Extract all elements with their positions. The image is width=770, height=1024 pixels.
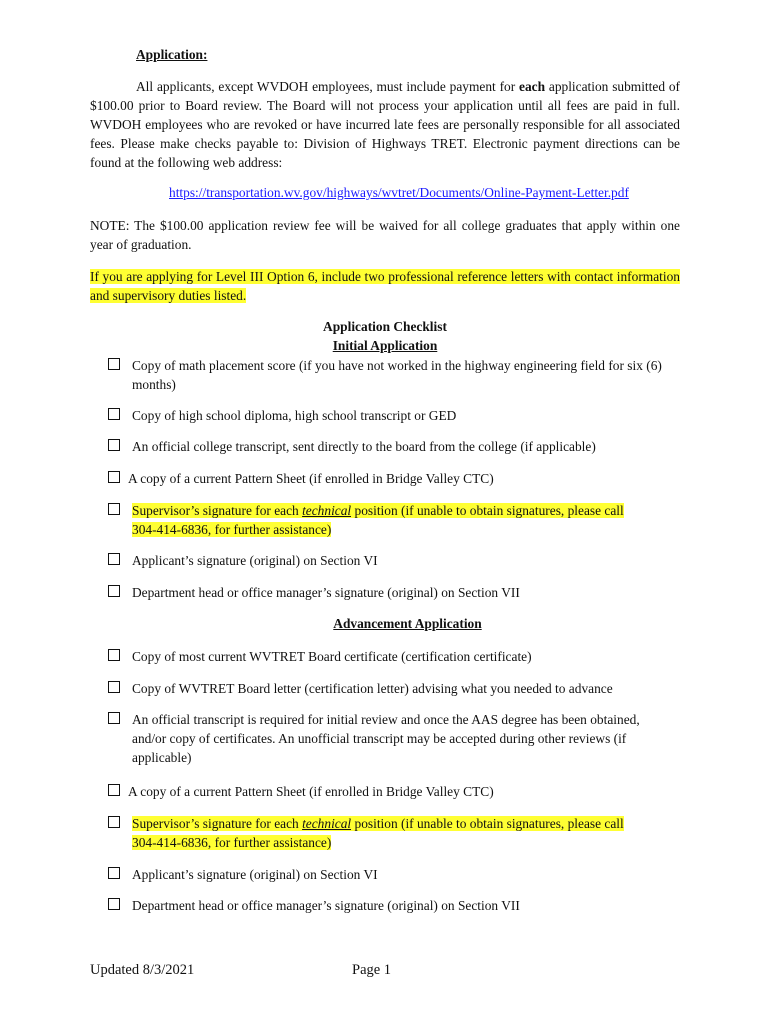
initial-application-heading: Initial Application xyxy=(332,338,438,353)
checkbox[interactable] xyxy=(108,408,120,420)
checklist-item-label: Department head or office manager’s signature (original) on Section VII xyxy=(132,898,520,913)
checkbox[interactable] xyxy=(108,553,120,565)
checklist-item xyxy=(108,469,683,488)
checklist-item-label: Copy of WVTRET Board letter (certification letter) advising what you needed to advance xyxy=(132,681,613,696)
checklist-item-label: A copy of a current Pattern Sheet (if enrolled in Bridge Valley CTC) xyxy=(128,471,494,486)
advancement-application-heading: Advancement Application xyxy=(333,616,482,631)
payment-text-2: application submitted of $100.00 prior to Board review. The Board will not process your application until all fees are paid in full. WVDOH employees who are revoked or have incurred late fees are personally responsible for all associated fees. Please make checks payable to: Division of Highways TRET. Electronic payment directions can be found at the following web address: xyxy=(90,79,680,170)
checklist-item-label: Applicant’s signature (original) on Section VI xyxy=(132,867,378,882)
checklist-title: Application Checklist xyxy=(323,319,447,334)
checkbox[interactable] xyxy=(108,867,120,879)
payment-bold-each: each xyxy=(519,79,546,94)
checklist-item xyxy=(108,647,683,666)
checkbox[interactable] xyxy=(108,784,120,796)
checklist-item-label: Department head or office manager’s signature (original) on Section VII xyxy=(132,585,520,600)
payment-link[interactable]: https://transportation.wv.gov/highways/wvtret/Documents/Online-Payment-Letter.pdf xyxy=(169,185,629,200)
checkbox[interactable] xyxy=(108,816,120,828)
checklist-item xyxy=(108,551,683,570)
supervisor-text-pre: Supervisor’s signature for each xyxy=(132,816,303,831)
supervisor-text-em: technical xyxy=(302,503,352,518)
checklist-item xyxy=(108,679,683,698)
checklist-item xyxy=(108,356,683,394)
checklist-item-label: An official transcript is required for initial review and once the AAS degree has been obtained, and/or copy of certificates. An unofficial transcript may be accepted during other reviews (if applicable) xyxy=(132,712,640,765)
checklist-item xyxy=(108,865,683,884)
checkbox[interactable] xyxy=(108,471,120,483)
level3-note xyxy=(90,267,680,305)
checklist-item xyxy=(108,501,648,539)
checklist-item xyxy=(108,406,683,425)
footer-updated-date: Updated 8/3/2021 xyxy=(90,962,195,978)
checklist-item-label: Copy of high school diploma, high school transcript or GED xyxy=(132,408,457,423)
supervisor-text-post: position (if unable to obtain signatures, please call 304-414-6836, for further assistance) xyxy=(132,816,624,850)
checklist-item-label: A copy of a current Pattern Sheet (if enrolled in Bridge Valley CTC) xyxy=(128,784,494,799)
checklist-item xyxy=(108,710,668,767)
checkbox[interactable] xyxy=(108,649,120,661)
supervisor-text-pre: Supervisor’s signature for each xyxy=(132,503,303,518)
payment-text-1: All applicants, except WVDOH employees, must include payment for xyxy=(136,79,520,94)
supervisor-text-post: position (if unable to obtain signatures, please call 304-414-6836, for further assistance) xyxy=(132,503,624,537)
checklist-item-label: An official college transcript, sent directly to the board from the college (if applicable) xyxy=(132,439,596,454)
waiver-note: NOTE: The $100.00 application review fee will be waived for all college graduates that apply within one year of graduation. xyxy=(90,218,680,252)
checkbox[interactable] xyxy=(108,681,120,693)
supervisor-text-em: technical xyxy=(302,816,352,831)
checkbox[interactable] xyxy=(108,358,120,370)
checklist-item-label: Copy of math placement score (if you have not worked in the highway engineering field for six (6) months) xyxy=(132,358,662,392)
checklist-item xyxy=(108,782,683,801)
checklist-item xyxy=(108,896,683,915)
checklist-item xyxy=(108,437,683,456)
checklist-item-label xyxy=(132,814,648,852)
checkbox[interactable] xyxy=(108,712,120,724)
checkbox[interactable] xyxy=(108,585,120,597)
checklist-item xyxy=(108,814,648,852)
checkbox[interactable] xyxy=(108,898,120,910)
footer-page-number: Page 1 xyxy=(352,962,392,978)
checklist-item-label: Copy of most current WVTRET Board certificate (certification certificate) xyxy=(132,649,532,664)
checklist-item xyxy=(108,583,683,602)
checklist-item-label xyxy=(132,501,648,539)
checkbox[interactable] xyxy=(108,439,120,451)
application-heading: Application: xyxy=(136,47,208,62)
checklist-item-label: Applicant’s signature (original) on Section VI xyxy=(132,553,378,568)
level3-note-text: If you are applying for Level III Option 6, include two professional reference letters with contact information and supervisory duties listed. xyxy=(90,269,680,303)
checkbox[interactable] xyxy=(108,503,120,515)
payment-paragraph xyxy=(90,77,680,172)
